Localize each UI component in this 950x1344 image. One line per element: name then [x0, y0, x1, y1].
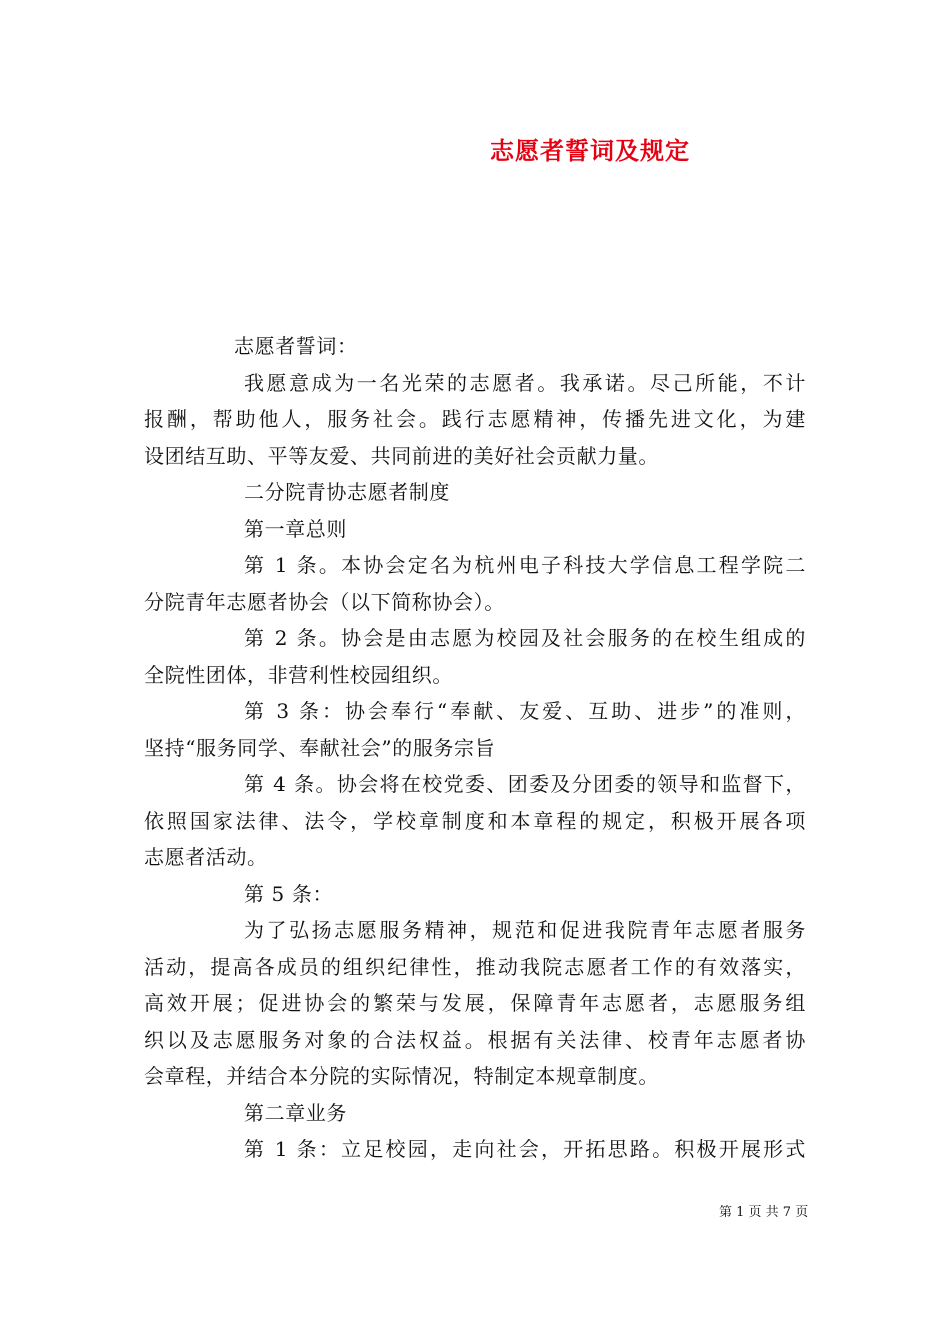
paragraph-line: 会章程，并结合本分院的实际情况，特制定本规章制度。 — [144, 1064, 659, 1088]
paragraph-line: 第 4 条。协会将在校党委、团委及分团委的领导和监督下， — [244, 772, 806, 796]
chapter-heading: 第二章业务 — [244, 1100, 347, 1125]
paragraph-line: 设团结互助、平等友爱、共同前进的美好社会贡献力量。 — [144, 443, 659, 468]
page-title: 志愿者誓词及规定 — [490, 136, 690, 165]
paragraph-line: 依照国家法律、法令，学校章制度和本章程的规定，积极开展各项 — [144, 808, 806, 833]
paragraph-line: 为了弘扬志愿服务精神，规范和促进我院青年志愿者服务 — [244, 918, 806, 942]
paragraph-line: 第 2 条。协会是由志愿为校园及社会服务的在校生组成的 — [244, 626, 806, 650]
paragraph-line: 志愿者活动。 — [144, 845, 268, 869]
document-body — [144, 328, 806, 1168]
paragraph-line: 第 1 条：立足校园，走向社会，开拓思路。积极开展形式 — [244, 1137, 806, 1161]
section-heading: 二分院青协志愿者制度 — [244, 480, 450, 504]
chapter-heading: 第一章总则 — [244, 516, 347, 541]
paragraph-line: 坚持“服务同学、奉献社会”的服务宗旨 — [144, 735, 496, 760]
paragraph-line: 我愿意成为一名光荣的志愿者。我承诺。尽己所能，不计 — [244, 370, 806, 395]
paragraph-line: 高效开展；促进协会的繁荣与发展，保障青年志愿者，志愿服务组 — [144, 991, 806, 1015]
article-heading: 第 5 条： — [244, 881, 334, 906]
paragraph-line: 第 3 条：协会奉行“奉献、友爱、互助、进步”的准则， — [244, 699, 806, 723]
paragraph-line: 活动，提高各成员的组织纪律性，推动我院志愿者工作的有效落实， — [144, 954, 806, 979]
page-indicator: 第 1 页 共 7 页 — [719, 1205, 809, 1220]
oath-heading: 志愿者誓词： — [234, 334, 358, 358]
paragraph-line: 报酬，帮助他人，服务社会。践行志愿精神，传播先进文化，为建 — [144, 407, 806, 431]
paragraph-line: 第 1 条。本协会定名为杭州电子科技大学信息工程学院二 — [244, 553, 806, 577]
paragraph-line: 织以及志愿服务对象的合法权益。根据有关法律、校青年志愿者协 — [144, 1027, 806, 1052]
paragraph-line: 分院青年志愿者协会（以下简称协会）。 — [144, 589, 505, 614]
paragraph-line: 全院性团体，非营利性校园组织。 — [144, 662, 453, 687]
